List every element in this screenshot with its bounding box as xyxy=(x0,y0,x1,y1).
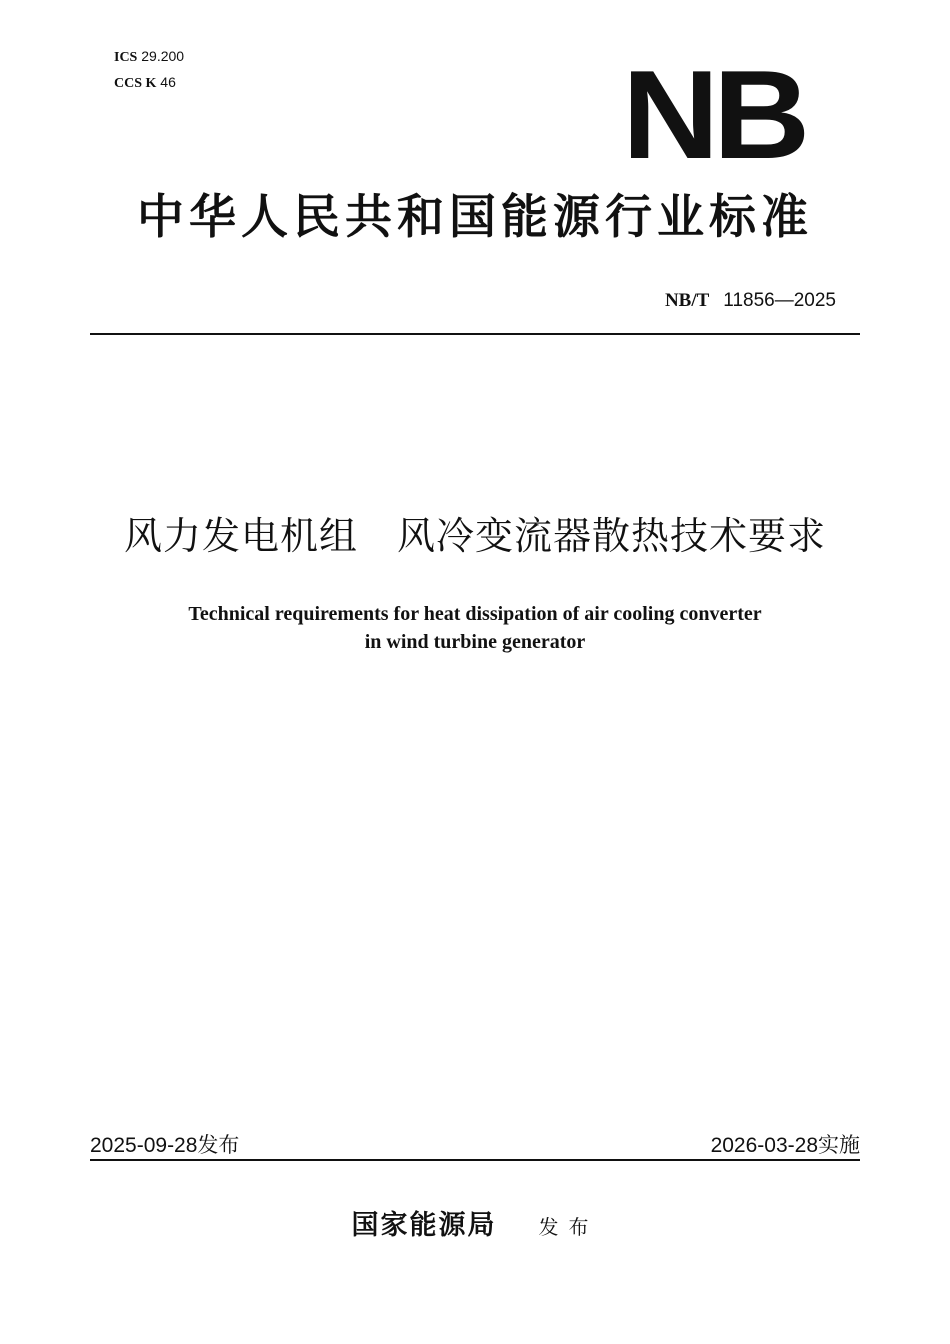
footer-divider xyxy=(90,1159,860,1161)
nb-logo: NB xyxy=(622,44,804,185)
standard-number: NB/T 11856—2025 xyxy=(664,290,836,311)
ics-code: ICS 29.200 xyxy=(114,48,185,65)
issuing-body-title: 中华人民共和国能源行业标准 xyxy=(137,190,813,245)
english-title-line-1: Technical requirements for heat dissipation of air cooling converter xyxy=(188,603,762,625)
header-divider xyxy=(90,333,860,335)
publisher-line xyxy=(0,1203,950,1242)
classification-codes xyxy=(114,44,184,96)
implementation-date: 2026-03-28实施 xyxy=(710,1134,860,1157)
publisher-name: 国家能源局 xyxy=(351,1210,497,1241)
english-title-line-2: in wind turbine generator xyxy=(364,631,586,653)
document-title-english xyxy=(90,600,860,656)
ccs-code: CCS K 46 xyxy=(114,74,176,91)
publisher-action: 发布 xyxy=(538,1215,599,1239)
issue-date: 2025-09-28发布 xyxy=(90,1134,240,1157)
document-title-chinese: 风力发电机组 风冷变流器散热技术要求 xyxy=(123,514,826,558)
